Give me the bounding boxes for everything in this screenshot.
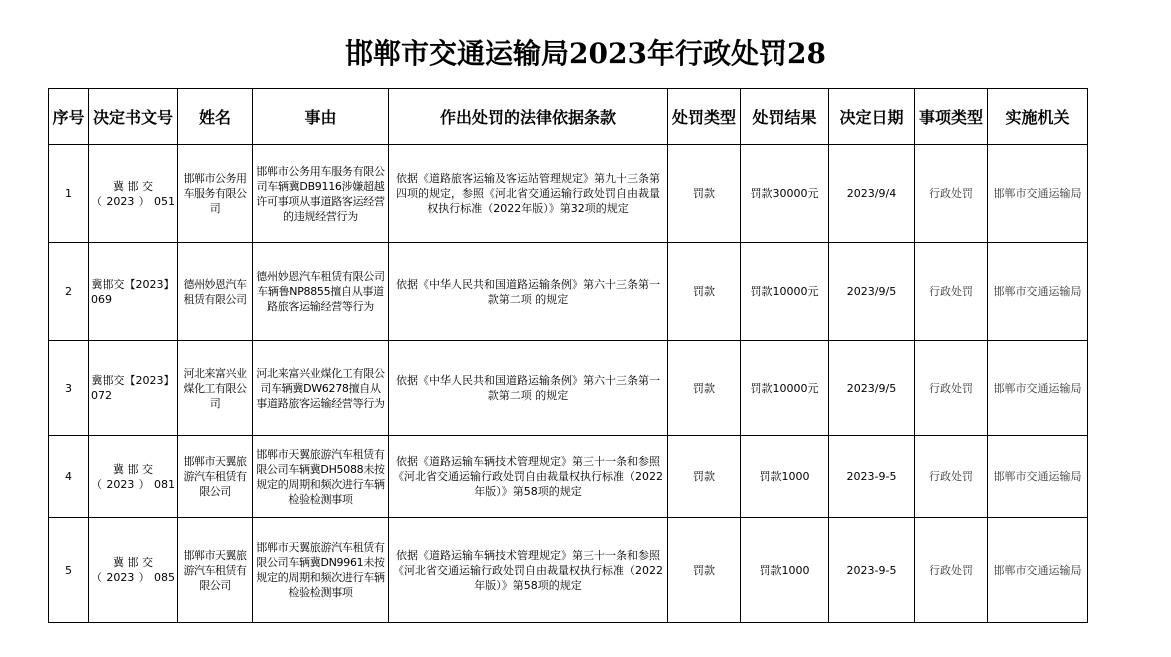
cell-penalty-type: 罚款 — [668, 145, 741, 243]
penalty-table — [48, 88, 1088, 623]
cell-item-type: 行政处罚 — [915, 243, 988, 341]
cell-agency: 邯郸市交通运输局 — [988, 341, 1088, 436]
header-penalty-result: 处罚结果 — [741, 89, 829, 145]
table-row — [49, 518, 1088, 623]
cell-seq: 4 — [49, 436, 89, 518]
cell-reason: 德州妙恩汽车租赁有限公司车辆鲁NP8855擅自从事道路旅客运输经营等行为 — [253, 243, 389, 341]
cell-name: 河北来富兴业煤化工有限公司 — [178, 341, 253, 436]
cell-seq: 1 — [49, 145, 89, 243]
cell-legal-basis: 依据《道路旅客运输及客运站管理规定》第九十三条第四项的规定，参照《河北省交通运输行政处罚自由裁量权执行标准（2022年版）》第32项的规定 — [389, 145, 668, 243]
cell-doc-number: 冀 邯 交（2023）051 — [89, 145, 178, 243]
cell-agency: 邯郸市交通运输局 — [988, 243, 1088, 341]
cell-seq: 5 — [49, 518, 89, 623]
cell-seq: 3 — [49, 341, 89, 436]
cell-item-type: 行政处罚 — [915, 145, 988, 243]
header-decision-date: 决定日期 — [829, 89, 915, 145]
table-row — [49, 145, 1088, 243]
header-row — [49, 89, 1088, 145]
cell-penalty-result: 罚款10000元 — [741, 341, 829, 436]
cell-penalty-result: 罚款10000元 — [741, 243, 829, 341]
cell-name: 邯郸市公务用车服务有限公司 — [178, 145, 253, 243]
cell-penalty-type: 罚款 — [668, 518, 741, 623]
cell-item-type: 行政处罚 — [915, 436, 988, 518]
cell-penalty-result: 罚款1000 — [741, 436, 829, 518]
cell-doc-number: 冀 邯 交（2023）085 — [89, 518, 178, 623]
cell-decision-date: 2023/9/5 — [829, 243, 915, 341]
cell-penalty-type: 罚款 — [668, 436, 741, 518]
table-row — [49, 436, 1088, 518]
cell-penalty-result: 罚款30000元 — [741, 145, 829, 243]
header-legal-basis: 作出处罚的法律依据条款 — [389, 89, 668, 145]
header-doc-number: 决定书文号 — [89, 89, 178, 145]
cell-penalty-result: 罚款1000 — [741, 518, 829, 623]
cell-agency: 邯郸市交通运输局 — [988, 518, 1088, 623]
cell-decision-date: 2023-9-5 — [829, 518, 915, 623]
cell-decision-date: 2023/9/4 — [829, 145, 915, 243]
cell-reason: 邯郸市公务用车服务有限公司车辆冀DB9116涉嫌超越许可事项从事道路客运经营的违规经营行为 — [253, 145, 389, 243]
cell-name: 邯郸市天翼旅游汽车租赁有限公司 — [178, 436, 253, 518]
cell-reason: 河北来富兴业煤化工有限公司车辆冀DW6278擅自从事道路旅客运输经营等行为 — [253, 341, 389, 436]
cell-name: 德州妙恩汽车租赁有限公司 — [178, 243, 253, 341]
cell-doc-number: 冀邯交【2023】072 — [89, 341, 178, 436]
cell-doc-number: 冀邯交【2023】069 — [89, 243, 178, 341]
cell-penalty-type: 罚款 — [668, 243, 741, 341]
header-reason: 事由 — [253, 89, 389, 145]
cell-legal-basis: 依据《道路运输车辆技术管理规定》第三十一条和参照《河北省交通运输行政处罚自由裁量权执行标准（2022年版）》第58项的规定 — [389, 436, 668, 518]
header-agency: 实施机关 — [988, 89, 1088, 145]
table-row — [49, 341, 1088, 436]
header-penalty-type: 处罚类型 — [668, 89, 741, 145]
cell-agency: 邯郸市交通运输局 — [988, 145, 1088, 243]
header-seq: 序号 — [49, 89, 89, 145]
cell-penalty-type: 罚款 — [668, 341, 741, 436]
cell-reason: 邯郸市天翼旅游汽车租赁有限公司车辆冀DN9961未按规定的周期和频次进行车辆检验检测事项 — [253, 518, 389, 623]
cell-reason: 邯郸市天翼旅游汽车租赁有限公司车辆冀DH5088未按规定的周期和频次进行车辆检验检测事项 — [253, 436, 389, 518]
cell-decision-date: 2023-9-5 — [829, 436, 915, 518]
cell-item-type: 行政处罚 — [915, 341, 988, 436]
cell-name: 邯郸市天翼旅游汽车租赁有限公司 — [178, 518, 253, 623]
cell-legal-basis: 依据《道路运输车辆技术管理规定》第三十一条和参照《河北省交通运输行政处罚自由裁量权执行标准（2022年版）》第58项的规定 — [389, 518, 668, 623]
table-row — [49, 243, 1088, 341]
cell-doc-number: 冀 邯 交（2023）081 — [89, 436, 178, 518]
cell-item-type: 行政处罚 — [915, 518, 988, 623]
cell-seq: 2 — [49, 243, 89, 341]
cell-agency: 邯郸市交通运输局 — [988, 436, 1088, 518]
header-name: 姓名 — [178, 89, 253, 145]
cell-legal-basis: 依据《中华人民共和国道路运输条例》第六十三条第一款第二项 的规定 — [389, 341, 668, 436]
page-title: 邯郸市交通运输局2023年行政处罚28 — [345, 37, 826, 70]
cell-decision-date: 2023/9/5 — [829, 341, 915, 436]
header-item-type: 事项类型 — [915, 89, 988, 145]
cell-legal-basis: 依据《中华人民共和国道路运输条例》第六十三条第一款第二项 的规定 — [389, 243, 668, 341]
